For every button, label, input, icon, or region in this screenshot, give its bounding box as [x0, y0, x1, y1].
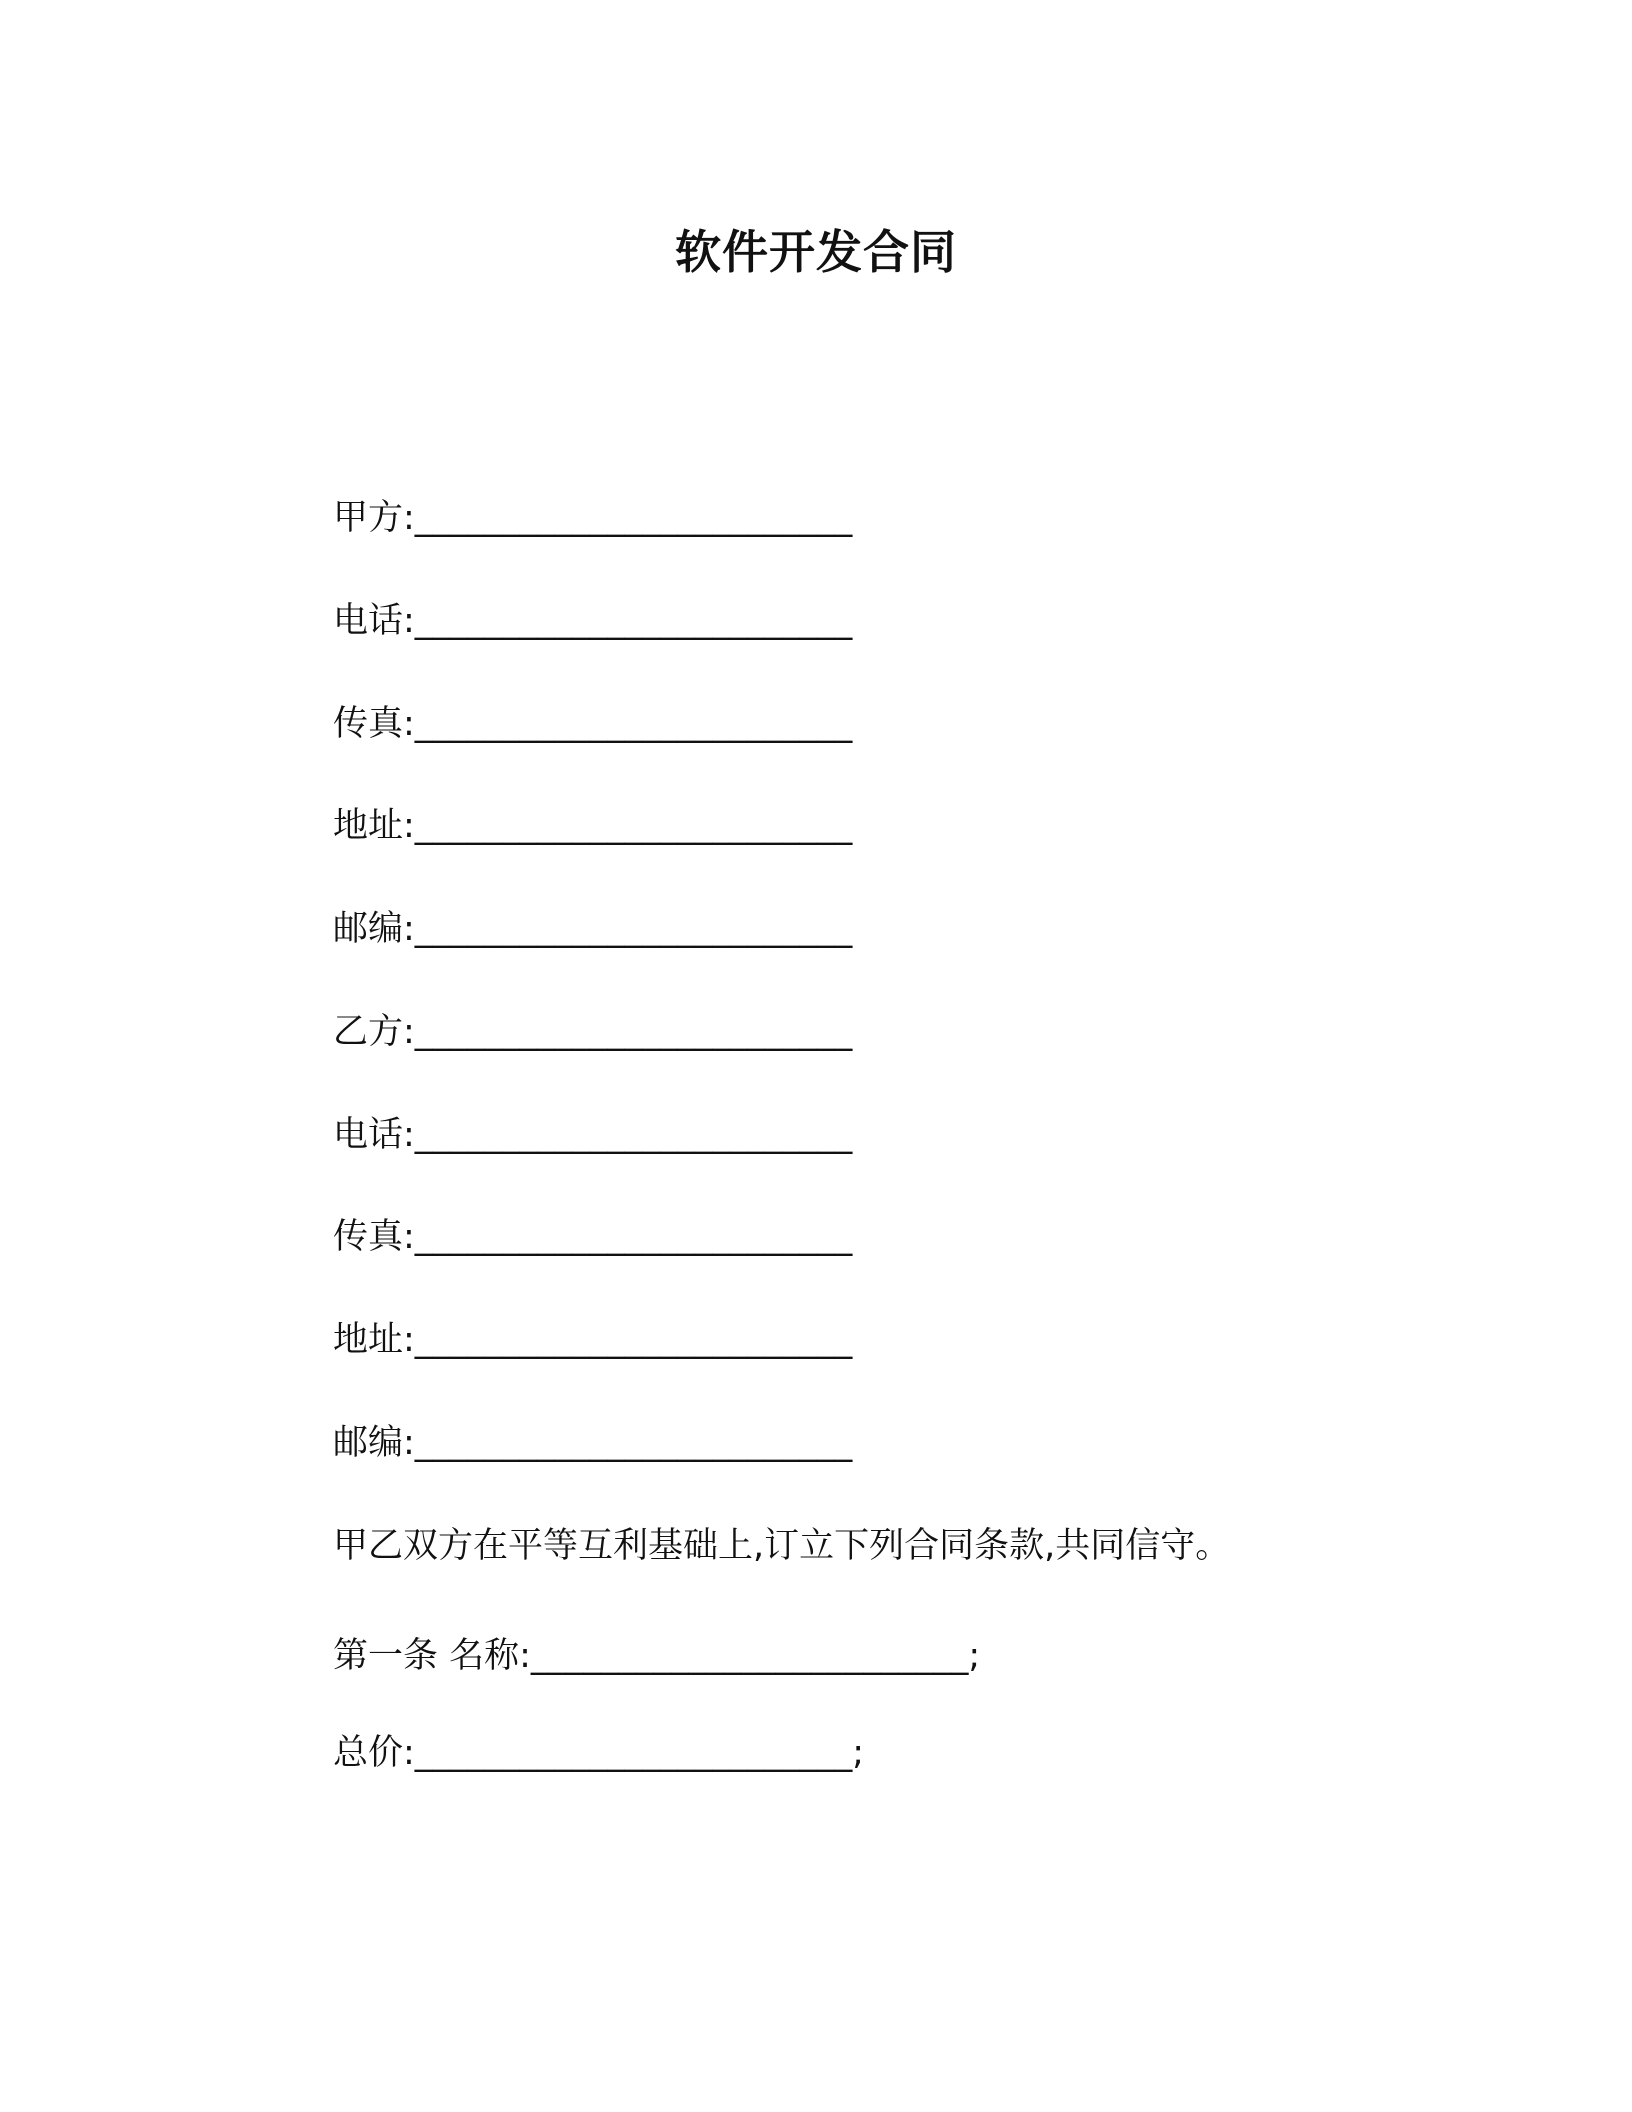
party-a-name-field: 甲方:_________________________: [333, 498, 853, 538]
party-b-postcode-field: 邮编:_________________________: [333, 1423, 853, 1463]
party-b-address-field: 地址:_________________________: [333, 1320, 853, 1360]
party-a-phone-field: 电话:_________________________: [333, 601, 853, 641]
preamble-text: 甲乙双方在平等互利基础上,订立下列合同条款,共同信守。: [333, 1526, 1231, 1566]
party-a-postcode-field: 邮编:_________________________: [333, 909, 853, 949]
party-b-fax-field: 传真:_________________________: [333, 1217, 853, 1257]
party-b-phone-field: 电话:_________________________: [333, 1115, 853, 1155]
document-title: 软件开发合同: [675, 225, 957, 279]
party-b-name-field: 乙方:_________________________: [333, 1012, 853, 1052]
total-price-field: 总价:_________________________;: [333, 1733, 865, 1773]
article-1-name-field: 第一条 名称:_________________________;: [333, 1636, 981, 1676]
party-a-address-field: 地址:_________________________: [333, 806, 853, 846]
party-a-fax-field: 传真:_________________________: [333, 704, 853, 744]
